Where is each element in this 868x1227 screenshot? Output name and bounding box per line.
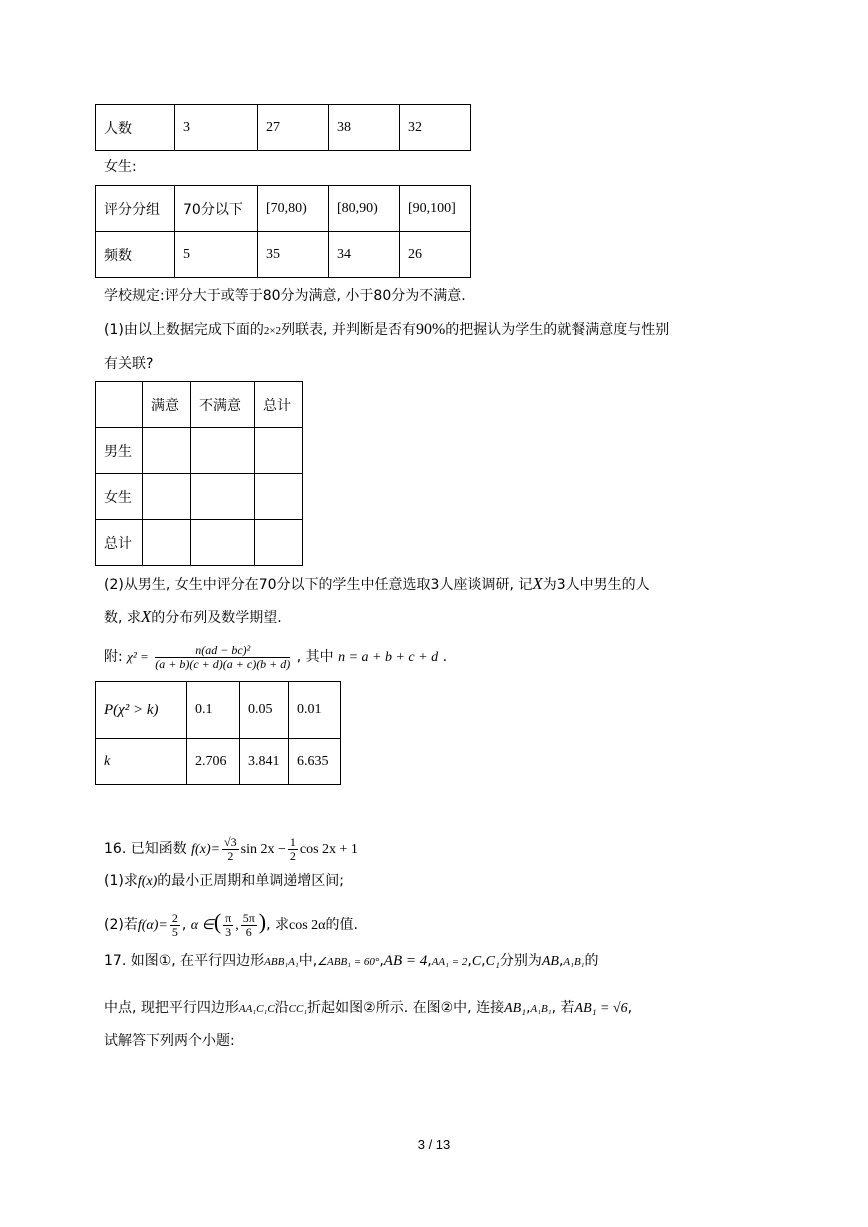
text: , [627, 1000, 633, 1016]
contingency-empty-cell [255, 474, 303, 520]
ab-condition: AB = 4 [383, 953, 428, 969]
text: , 若 [551, 1000, 575, 1016]
text: , 其中 [296, 649, 334, 665]
female-count-cell: 5 [175, 232, 258, 278]
appendix-line [104, 642, 447, 673]
crit-cell: 0.1 [187, 682, 240, 739]
question-2-line-1 [104, 574, 650, 595]
function-f-alpha: f(α)= [137, 918, 168, 933]
question-17-line-1 [104, 951, 599, 972]
segment-ab1: AB₁ [504, 1001, 527, 1016]
female-header-cell: [80,90) [329, 186, 400, 232]
crit-cell: 0.01 [289, 682, 341, 739]
text: , [181, 917, 187, 933]
question-16-part-1 [104, 871, 344, 892]
text: (1)求 [104, 873, 138, 889]
contingency-empty-cell [191, 520, 255, 566]
variable-x: X [532, 574, 543, 593]
contingency-row-label: 男生 [96, 428, 143, 474]
text: 的分布列及数学期望. [151, 610, 282, 626]
contingency-table [95, 381, 303, 566]
text: 为3人中男生的人 [542, 577, 650, 593]
text: (1)由以上数据完成下面的 [104, 322, 264, 338]
denominator: 2 [227, 848, 234, 863]
variable-x: X [140, 607, 152, 626]
appendix-label: 附: [104, 649, 123, 665]
numerator: 1 [289, 834, 296, 849]
text: , [558, 953, 564, 969]
point-c: C [471, 954, 482, 969]
contingency-row-label: 总计 [96, 520, 143, 566]
text: (2)若 [104, 917, 138, 933]
chi-denominator: (a + b)(c + d)(a + c)(b + d) [155, 656, 291, 671]
alpha-in: α ∈ [190, 918, 214, 933]
denominator: 5 [171, 924, 178, 939]
text: , 求 [266, 917, 289, 933]
contingency-empty-cell [143, 474, 191, 520]
contingency-header-cell: 满意 [143, 382, 191, 428]
text: , [467, 953, 472, 969]
female-row-label: 频数 [96, 232, 175, 278]
text: 的 [584, 953, 599, 969]
sin-term: sin 2x − [240, 842, 286, 857]
contingency-header-cell: 总计 [255, 382, 303, 428]
function-f: f(x) [137, 874, 158, 889]
crit-row-label: P(χ² > k) [96, 682, 187, 739]
segment-a1b1: A₁B₁ [563, 956, 585, 968]
crit-cell: 3.841 [240, 739, 289, 785]
text: 数, 求 [104, 610, 141, 626]
rule-text: 学校规定:评分大于或等于80分为满意, 小于80分为不满意. [104, 288, 466, 304]
chi-square-fraction [155, 644, 290, 671]
numerator: π [225, 910, 232, 925]
question-16-part-2: (2)若f(α)= $\frac{2}{5}$ , α ∈( $\frac{\pi}{3}$ , $\frac{5\pi}{6}$ ), 求cos 2α的值. [104, 909, 358, 939]
female-count-cell: 35 [258, 232, 329, 278]
female-header-cell: 70分以下 [175, 186, 258, 232]
contingency-header-cell [96, 382, 143, 428]
female-score-table [95, 185, 471, 278]
question-1-line-1 [104, 320, 669, 341]
shape-label: ABB₁A₁ [264, 956, 299, 968]
denominator: 6 [245, 924, 252, 939]
crit-cell: 0.05 [240, 682, 289, 739]
aa1-condition: AA₁ = 2 [431, 956, 468, 968]
numerator: √3 [224, 834, 237, 849]
male-count-cell: 3 [175, 105, 258, 151]
angle-condition: ∠ABB₁ = 60° [317, 956, 380, 968]
contingency-empty-cell [191, 474, 255, 520]
segment-a1b1: A₁B₁ [530, 1003, 552, 1015]
fraction-pi-over-3 [223, 912, 233, 939]
contingency-empty-cell [143, 428, 191, 474]
fraction-sqrt3-over-2 [222, 836, 239, 863]
text: , [526, 1000, 531, 1016]
male-row-label: 人数 [96, 105, 175, 151]
male-count-cell: 27 [258, 105, 329, 151]
fraction-5pi-over-6 [241, 912, 257, 939]
contingency-row-label: 女生 [96, 474, 143, 520]
ab1-condition: AB₁ = √6 [574, 1001, 628, 1016]
page-number: 3 / 13 [417, 1137, 451, 1152]
text: 17. 如图①, 在平行四边形 [104, 953, 265, 969]
text: (2)从男生, 女生中评分在70分以下的学生中任意选取3人座谈调研, 记 [104, 577, 533, 593]
cos-term: cos 2x + 1 [299, 842, 358, 857]
fraction-1-over-2 [288, 836, 298, 863]
numerator: 5π [242, 910, 255, 925]
chi-square-lhs: χ² = [127, 649, 149, 664]
text: , [481, 953, 486, 969]
text: 中, [298, 953, 318, 969]
formula-2x2: 2×2 [263, 325, 282, 337]
cos-2alpha: cos 2α [289, 918, 326, 933]
critical-value-table [95, 681, 341, 785]
contingency-empty-cell [143, 520, 191, 566]
female-header-cell: [90,100] [400, 186, 471, 232]
shape-label: AA₁C₁C [238, 1003, 275, 1015]
numerator: 2 [171, 910, 178, 925]
text: 中点, 现把平行四边形 [104, 1000, 239, 1016]
fraction-2-over-5 [170, 912, 180, 939]
crit-row-label: k [96, 739, 187, 785]
n-formula: n = a + b + c + d [338, 650, 439, 665]
contingency-empty-cell [255, 428, 303, 474]
question-1-line-2: 有关联? [104, 356, 154, 372]
chi-numerator: n(ad − bc)² [155, 644, 290, 658]
male-score-table [95, 104, 471, 151]
text: 折起如图②所示. 在图②中, 连接 [307, 1000, 505, 1016]
question-17-line-2 [104, 998, 632, 1019]
denominator: 3 [225, 924, 232, 939]
female-count-cell: 26 [400, 232, 471, 278]
contingency-empty-cell [191, 428, 255, 474]
female-header-cell: [70,80) [258, 186, 329, 232]
male-count-cell: 32 [400, 105, 471, 151]
contingency-header-cell: 不满意 [191, 382, 255, 428]
female-heading: 女生: [104, 159, 137, 175]
function-f: f(x)= [191, 842, 221, 857]
text: , [379, 953, 384, 969]
text: 沿 [274, 1000, 289, 1016]
female-header-cell: 评分分组 [96, 186, 175, 232]
text: 分别为 [499, 953, 542, 969]
text: , [427, 953, 432, 969]
text: 的把握认为学生的就餐满意度与性别 [445, 322, 670, 338]
crit-cell: 2.706 [187, 739, 240, 785]
percent-90: 90% [415, 321, 446, 338]
male-count-cell: 38 [329, 105, 400, 151]
question-17-line-3: 试解答下列两个小题: [104, 1033, 235, 1049]
text: 列联表, 并判断是否有 [281, 322, 416, 338]
text: 16. 已知函数 [104, 841, 187, 857]
contingency-empty-cell [255, 520, 303, 566]
segment-ab: AB [541, 954, 559, 969]
text: 的值. [325, 917, 358, 933]
segment-cc1: CC₁ [288, 1003, 308, 1015]
point-c1: C₁ [485, 954, 500, 969]
text: 的最小正周期和单调递增区间; [157, 873, 344, 889]
question-2-line-2 [104, 607, 282, 628]
question-16-stem [104, 832, 358, 867]
female-count-cell: 34 [329, 232, 400, 278]
denominator: 2 [289, 848, 296, 863]
text: . [442, 649, 448, 665]
crit-cell: 6.635 [289, 739, 341, 785]
